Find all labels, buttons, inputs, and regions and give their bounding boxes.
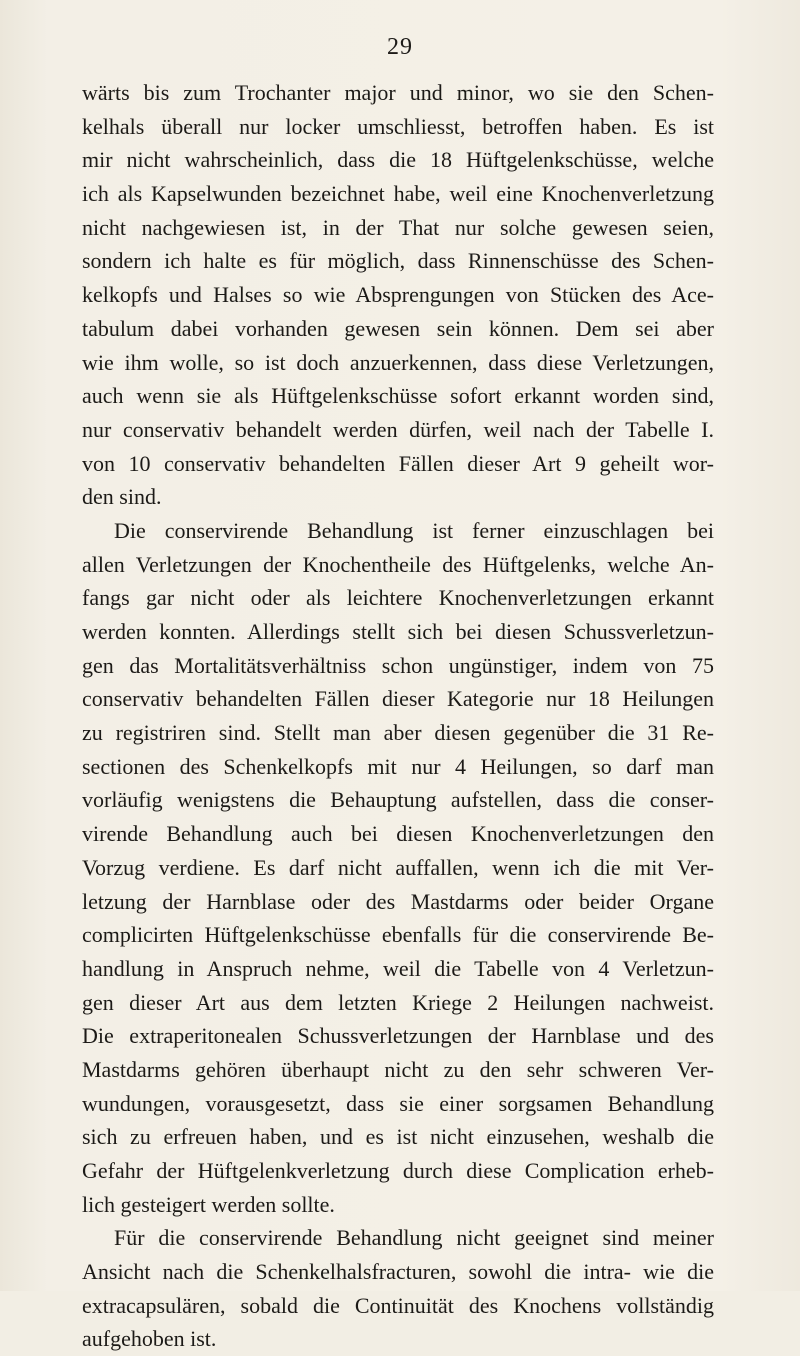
text-line: virende Behandlung auch bei diesen Knochenverletzungen den (82, 821, 714, 847)
text-line: kelhals überall nur locker umschliesst, betroffen haben. Es ist (82, 113, 714, 139)
text-line: Die conservirende Behandlung ist ferner einzuschlagen bei (114, 517, 714, 543)
text-line: allen Verletzungen der Knochentheile des Hüftgelenks, welche An- (82, 551, 714, 577)
text-line: tabulum dabei vorhanden gewesen sein können. Dem sei aber (82, 315, 714, 341)
text-line: sich zu erfreuen haben, und es ist nicht einzusehen, weshalb die (82, 1124, 714, 1150)
page-number: 29 (387, 34, 413, 60)
text-line: aufgehoben ist. (82, 1326, 217, 1352)
text-line: Ansicht nach die Schenkelhalsfracturen, sowohl die intra- wie die (82, 1259, 714, 1285)
text-line: kelkopfs und Halses so wie Absprengungen von Stücken des Ace- (82, 282, 714, 308)
text-line: zu registriren sind. Stellt man aber diesen gegenüber die 31 Re- (82, 720, 714, 746)
text-line: conservativ behandelten Fällen dieser Kategorie nur 18 Heilungen (82, 686, 714, 712)
text-line: Vorzug verdiene. Es darf nicht auffallen, wenn ich die mit Ver- (82, 854, 714, 880)
text-line: lich gesteigert werden sollte. (82, 1191, 335, 1217)
text-line: den sind. (82, 484, 162, 510)
text-line: Gefahr der Hüftgelenkverletzung durch diese Complication erheb- (82, 1158, 714, 1183)
text-line: letzung der Harnblase oder des Mastdarms oder beider Organe (82, 888, 714, 914)
text-line: werden konnten. Allerdings stellt sich bei diesen Schussverletzun- (82, 619, 714, 644)
text-line: wie ihm wolle, so ist doch anzuerkennen, dass diese Verletzungen, (82, 349, 714, 375)
text-line: sectionen des Schenkelkopfs mit nur 4 Heilungen, so darf man (82, 753, 714, 779)
text-line: gen das Mortalitätsverhältniss schon ungünstiger, indem von 75 (82, 652, 714, 678)
text-line: wundungen, vorausgesetzt, dass sie einer sorgsamen Behandlung (82, 1090, 714, 1116)
text-line: extracapsulären, sobald die Continuität des Knochens vollständig (82, 1292, 714, 1318)
text-line: von 10 conservativ behandelten Fällen dieser Art 9 geheilt wor- (82, 450, 714, 476)
text-line: handlung in Anspruch nehme, weil die Tabelle von 4 Verletzun- (82, 955, 714, 981)
text-line: mir nicht wahrscheinlich, dass die 18 Hüftgelenkschüsse, welche (82, 147, 714, 173)
text-line: Mastdarms gehören überhaupt nicht zu den sehr schweren Ver- (82, 1056, 714, 1082)
text-line: Die extraperitonealen Schussverletzungen der Harnblase und des (82, 1023, 714, 1049)
text-line: nicht nachgewiesen ist, in der That nur solche gewesen seien, (82, 214, 714, 240)
text-line: nur conservativ behandelt werden dürfen, weil nach der Tabelle I. (82, 416, 714, 442)
text-line: sondern ich halte es für möglich, dass Rinnenschüsse des Schen- (82, 248, 714, 274)
text-line: vorläufig wenigstens die Behauptung aufstellen, dass die conser- (82, 787, 714, 813)
text-line: fangs gar nicht oder als leichtere Knochenverletzungen erkannt (82, 585, 714, 611)
text-line: auch wenn sie als Hüftgelenkschüsse sofort erkannt worden sind, (82, 383, 714, 409)
body-text (82, 76, 714, 1356)
text-line: wärts bis zum Trochanter major und minor, wo sie den Schen- (82, 80, 714, 105)
text-line: gen dieser Art aus dem letzten Kriege 2 Heilungen nachweist. (82, 989, 714, 1015)
text-line: ich als Kapselwunden bezeichnet habe, weil eine Knochenverletzung (82, 181, 714, 207)
text-line: Für die conservirende Behandlung nicht geeignet sind meiner (114, 1225, 714, 1251)
text-line: complicirten Hüftgelenkschüsse ebenfalls für die conservirende Be- (82, 922, 714, 948)
